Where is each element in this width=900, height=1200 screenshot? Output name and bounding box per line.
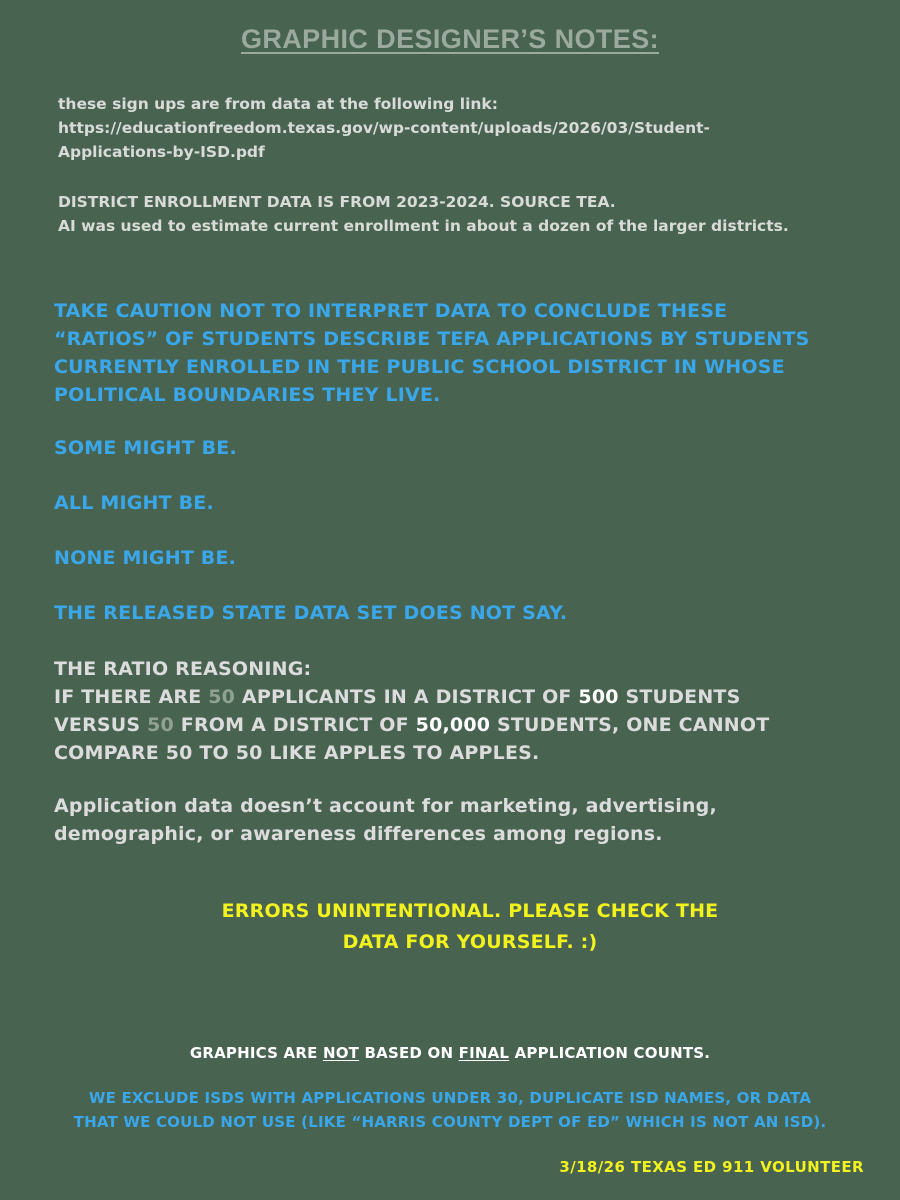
errors-disclaimer [170, 896, 770, 958]
caution-block [54, 297, 874, 409]
enrollment-note [58, 190, 789, 238]
ai-estimate-note: AI was used to estimate current enrollment in about a dozen of the larger districts. [58, 217, 789, 235]
none-might-be: NONE MIGHT BE. [54, 547, 237, 569]
enrollment-source: DISTRICT ENROLLMENT DATA IS FROM 2023-2024. SOURCE TEA. [58, 193, 616, 211]
caution-line: CURRENTLY ENROLLED IN THE PUBLIC SCHOOL DISTRICT IN WHOSE [54, 356, 785, 378]
page-title: GRAPHIC DESIGNER’S NOTES: [240, 24, 660, 54]
ratio-reasoning [54, 655, 769, 767]
large-district-size: 50,000 [415, 714, 491, 736]
exclusion-note [0, 1086, 900, 1134]
ratio-line-2: VERSUS 50 FROM A DISTRICT OF 50,000 STUDENTS, ONE CANNOT [54, 714, 770, 736]
application-line-2: demographic, or awareness differences among regions. [54, 823, 663, 845]
source-url-line1[interactable]: https://educationfreedom.texas.gov/wp-content/uploads/2026/03/Student- [58, 119, 710, 137]
exclusion-line-1: WE EXCLUDE ISDS WITH APPLICATIONS UNDER 30, DUPLICATE ISD NAMES, OR DATA [88, 1089, 812, 1107]
final-counts-note: GRAPHICS ARE NOT BASED ON FINAL APPLICATION COUNTS. [189, 1044, 711, 1062]
application-line-1: Application data doesn’t account for marketing, advertising, [54, 795, 717, 817]
ratio-line-1: IF THERE ARE 50 APPLICANTS IN A DISTRICT OF 500 STUDENTS [54, 686, 741, 708]
ratio-heading: THE RATIO REASONING: [54, 658, 312, 680]
exclusion-line-2: THAT WE COULD NOT USE (LIKE “HARRIS COUNTY DEPT OF ED” WHICH IS NOT AN ISD). [73, 1113, 827, 1131]
applicants-count: 50 [208, 686, 236, 708]
caution-line: POLITICAL BOUNDARIES THEY LIVE. [54, 384, 441, 406]
some-might-be: SOME MIGHT BE. [54, 437, 237, 459]
signature: 3/18/26 TEXAS ED 911 VOLUNTEER [559, 1158, 864, 1176]
final-emphasis: FINAL [458, 1044, 510, 1062]
caution-line: “RATIOS” OF STUDENTS DESCRIBE TEFA APPLICATIONS BY STUDENTS [54, 328, 810, 350]
errors-line-2: DATA FOR YOURSELF. :) [342, 931, 598, 953]
application-note [54, 792, 717, 848]
data-set-disclaimer: THE RELEASED STATE DATA SET DOES NOT SAY. [54, 602, 568, 624]
source-intro: these sign ups are from data at the following link: [58, 95, 498, 113]
errors-line-1: ERRORS UNINTENTIONAL. PLEASE CHECK THE [221, 900, 719, 922]
ratio-line-3: COMPARE 50 TO 50 LIKE APPLES TO APPLES. [54, 742, 540, 764]
source-url-line2[interactable]: Applications-by-ISD.pdf [58, 143, 265, 161]
all-might-be: ALL MIGHT BE. [54, 492, 214, 514]
source-note [58, 92, 710, 164]
not-emphasis: NOT [322, 1044, 360, 1062]
caution-line: TAKE CAUTION NOT TO INTERPRET DATA TO CONCLUDE THESE [54, 300, 728, 322]
applicants-count: 50 [147, 714, 174, 736]
small-district-size: 500 [578, 686, 619, 708]
